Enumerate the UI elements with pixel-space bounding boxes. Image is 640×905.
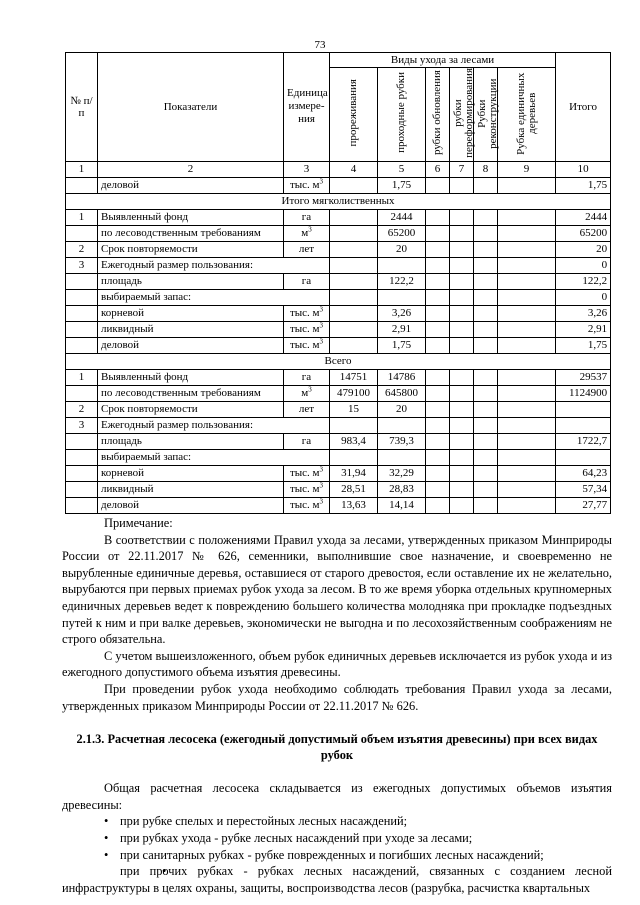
cell-value (330, 417, 378, 433)
cell-total: 1124900 (556, 385, 611, 401)
cell-unit: тыс. $м^3$ (284, 305, 330, 321)
cell-num: 2 (66, 241, 98, 257)
cell-total: 64,23 (556, 465, 611, 481)
cell-name: деловой (98, 177, 284, 193)
list-item: • при рубках ухода - рубке лесных насаждений при уходе за лесами; (62, 830, 612, 847)
header-group: Виды ухода за лесами (330, 53, 556, 68)
cell-num: 2 (66, 401, 98, 417)
cell-total: 20 (556, 241, 611, 257)
cell-unit: $м^3$ (284, 225, 330, 241)
cell-value (378, 257, 426, 273)
cell-value: 2444 (378, 209, 426, 225)
cell-name: корневой (98, 465, 284, 481)
cell-num (66, 225, 98, 241)
cell-value: 14,14 (378, 497, 426, 513)
forest-care-table (65, 52, 611, 514)
cell-num (66, 321, 98, 337)
cell-value (330, 273, 378, 289)
table-row (66, 257, 611, 273)
cell-value: 479100 (330, 385, 378, 401)
cell-total: 0 (556, 289, 611, 305)
table-row (66, 449, 611, 465)
cell-value (330, 305, 378, 321)
cell-name: выбираемый запас: (98, 289, 330, 305)
cell-num (66, 177, 98, 193)
header-kind: проходные рубки (378, 68, 426, 162)
table-row (66, 401, 611, 417)
table-row (66, 369, 611, 385)
paragraph: При проведении рубок ухода необходимо соблюдать требования Правил ухода за лесами, утвержденных приказом Минприроды России от 22.11.2017 № 626. (62, 681, 612, 713)
list-item: • при санитарных рубках - рубке поврежденных и погибших лесных насаждений; (62, 847, 612, 864)
header-kind: прореживания (330, 68, 378, 162)
cell-value: 20 (378, 401, 426, 417)
cell-unit: тыс. $м^3$ (284, 481, 330, 497)
cell-value (378, 417, 426, 433)
bullet-list (62, 813, 612, 896)
header-kind: Рубки реконструкции (474, 68, 498, 162)
cell-num (66, 433, 98, 449)
cell-name: Выявленный фонд (98, 369, 284, 385)
table-row (66, 177, 611, 193)
cell-value (330, 225, 378, 241)
cell-name: площадь (98, 273, 284, 289)
cell-unit: тыс. $м^3$ (284, 177, 330, 193)
cell-value (330, 337, 378, 353)
cell-name: деловой (98, 337, 284, 353)
cell-total: 65200 (556, 225, 611, 241)
cell-value: 65200 (378, 225, 426, 241)
cell-value (330, 449, 378, 465)
cell-unit: лет (284, 241, 330, 257)
section-heading: 2.1.3. Расчетная лесосека (ежегодный допустимый объем изъятия древесины) при всех видах рубок (76, 732, 598, 763)
cell-unit: $м^3$ (284, 385, 330, 401)
table-row (66, 337, 611, 353)
cell-value: 645800 (378, 385, 426, 401)
note-title: Примечание: (104, 516, 173, 530)
cell-name: Срок повторяемости (98, 401, 284, 417)
table-row (66, 385, 611, 401)
cell-num (66, 449, 98, 465)
header-kind: Рубка единичных деревьев (498, 68, 556, 162)
cell-unit: тыс. $м^3$ (284, 321, 330, 337)
cell-value (330, 321, 378, 337)
cell-total: 3,26 (556, 305, 611, 321)
cell-value: 32,29 (378, 465, 426, 481)
cell-value: 122,2 (378, 273, 426, 289)
paragraph: В соответствии с положениями Правил ухода за лесами, утвержденных приказом Минприроды России от 22.11.2017 № 626, семенники, выполнившие свое назначение, и своевременно не вырубленные единичные деревья, оставшиеся от старого древостоя, если оставление их не желательно, вырубаются при первых приемах рубок ухода за лесом. В то же время уборка отдельных крупномерных единичных деревьев ведет к повреждению большего количества молодняка при прокладке подъездных путей к ним и при валке деревьев, экономически не выгодна и по лесохозяйственным соображениям не строго обязательна. (62, 532, 612, 647)
cell-value: 31,94 (330, 465, 378, 481)
section-title: Итого мягколиственных (66, 193, 611, 209)
cell-total (556, 449, 611, 465)
cell-value: 14786 (378, 369, 426, 385)
cell-total: 2444 (556, 209, 611, 225)
cell-value (330, 241, 378, 257)
cell-value: 1,75 (378, 337, 426, 353)
paragraph: Общая расчетная лесосека складывается из ежегодных допустимых объемов изъятия древесины: (62, 781, 612, 812)
cell-name: ликвидный (98, 321, 284, 337)
table-row (66, 289, 611, 305)
column-numbers-row: 1 2 3 4 5 6 7 8 9 10 (66, 161, 611, 177)
page-number: 73 (314, 39, 326, 51)
cell-value (378, 289, 426, 305)
table-row (66, 225, 611, 241)
header-kind: рубки переформирования (450, 68, 474, 162)
cell-value (330, 289, 378, 305)
header-total: Итого (556, 53, 611, 162)
cell-value: 28,83 (378, 481, 426, 497)
cell-num (66, 305, 98, 321)
cell-num (66, 465, 98, 481)
cell-num: 3 (66, 417, 98, 433)
table-row (66, 273, 611, 289)
cell-total: 1,75 (556, 177, 611, 193)
cell-name: по лесоводственным требованиям (98, 225, 284, 241)
cell-total (556, 417, 611, 433)
cell-value: 28,51 (330, 481, 378, 497)
cell-unit: тыс. $м^3$ (284, 465, 330, 481)
cell-value (330, 177, 378, 193)
cell-unit: га (284, 273, 330, 289)
cell-unit: тыс. $м^3$ (284, 337, 330, 353)
cell-num (66, 337, 98, 353)
table-row (66, 497, 611, 513)
header-indicator: Показатели (98, 53, 284, 162)
table-row (66, 465, 611, 481)
list-item: • при прочих рубках - рубках лесных насаждений, связанных с созданием лесной инфраструктуры в целях охраны, защиты, воспроизводства лесов (разрубка, расчистка квартальных (62, 863, 612, 896)
table-row (66, 417, 611, 433)
cell-num (66, 497, 98, 513)
cell-num (66, 385, 98, 401)
cell-value: 739,3 (378, 433, 426, 449)
cell-value (330, 209, 378, 225)
cell-value (330, 257, 378, 273)
cell-unit: га (284, 369, 330, 385)
table-row (66, 209, 611, 225)
cell-num: 3 (66, 257, 98, 273)
cell-total: 0 (556, 257, 611, 273)
table-row (66, 481, 611, 497)
header-kind: рубки обновления (426, 68, 450, 162)
table-row (66, 305, 611, 321)
cell-name: Срок повторяемости (98, 241, 284, 257)
cell-value: 20 (378, 241, 426, 257)
cell-name: площадь (98, 433, 284, 449)
table-row (66, 433, 611, 449)
cell-name: выбираемый запас: (98, 449, 330, 465)
cell-value: 3,26 (378, 305, 426, 321)
header-num: № п/п (66, 53, 98, 162)
cell-value: 1,75 (378, 177, 426, 193)
cell-name: Выявленный фонд (98, 209, 284, 225)
cell-name: корневой (98, 305, 284, 321)
body-text (62, 515, 612, 896)
cell-name: ликвидный (98, 481, 284, 497)
cell-num: 1 (66, 209, 98, 225)
cell-value (378, 449, 426, 465)
cell-name: по лесоводственным требованиям (98, 385, 284, 401)
section-title: Всего (66, 353, 611, 369)
cell-total: 1722,7 (556, 433, 611, 449)
paragraph: С учетом вышеизложенного, объем рубок единичных деревьев исключается из рубок ухода и из ежегодного допустимого объема изъятия древесины. (62, 648, 612, 680)
header-unit: Единица измере-ния (284, 53, 330, 162)
cell-num (66, 481, 98, 497)
cell-value: 13,63 (330, 497, 378, 513)
cell-unit: лет (284, 401, 330, 417)
cell-num (66, 289, 98, 305)
table-row (66, 321, 611, 337)
list-item: • при рубке спелых и перестойных лесных насаждений; (62, 813, 612, 830)
cell-total: 27,77 (556, 497, 611, 513)
cell-num (66, 273, 98, 289)
table-row (66, 241, 611, 257)
cell-total: 29537 (556, 369, 611, 385)
cell-total: 57,34 (556, 481, 611, 497)
cell-value: 15 (330, 401, 378, 417)
cell-name: Ежегодный размер пользования: (98, 257, 330, 273)
cell-value: 983,4 (330, 433, 378, 449)
cell-value: 2,91 (378, 321, 426, 337)
cell-num: 1 (66, 369, 98, 385)
cell-value: 14751 (330, 369, 378, 385)
cell-unit: га (284, 433, 330, 449)
cell-name: Ежегодный размер пользования: (98, 417, 330, 433)
cell-total: 122,2 (556, 273, 611, 289)
cell-name: деловой (98, 497, 284, 513)
cell-unit: тыс. $м^3$ (284, 497, 330, 513)
cell-unit: га (284, 209, 330, 225)
cell-total: 1,75 (556, 337, 611, 353)
cell-total: 2,91 (556, 321, 611, 337)
cell-total (556, 401, 611, 417)
